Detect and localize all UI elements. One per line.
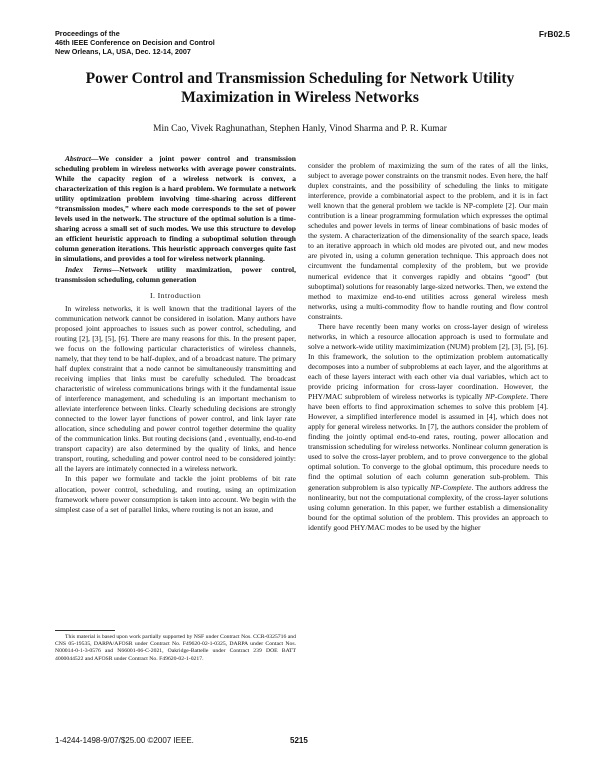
section-heading-introduction: I. Introduction xyxy=(149,290,202,300)
np-complete-term-1: NP-Complete xyxy=(485,392,527,402)
paper-title-line-1: Power Control and Transmission Scheduling for Network Utility xyxy=(85,70,515,87)
funding-footnote-text: This material is based upon work partially supported by NSF under Contract Nos. CCR-0325716 and CNS 05-19535, DARPA/AFOSR under Contract No. F49620-02-1-0325, DARPA under Contact Nos. N00014-0-1-3-0576 and N66001-06-C-2021, Oakridge-Battelle under Contract 239 DOE BATT 4000044522 and AFOSR under Contract No. F49620-02-1-0217. xyxy=(55,634,296,662)
abstract xyxy=(55,154,296,265)
right-paragraph-2-part-a: There have recently been many works on cross-layer design of wireless networks, in which a resource allocation approach is used to formulate and solve a network-wide utility maximimization (NUM) problem [2], [3], [5], [6]. In this framework, the solution to the optimization problem automatically decomposes into a number of subproblems at each layer, and the algorithms at each of these layers interact with each other via dual variables, which act to provide pricing information for cross-layer coordination. However, the PHY/MAC subproblem of wireless networks is typically xyxy=(308,321,548,402)
index-terms xyxy=(55,265,296,285)
paper-title-line-2: Maximization in Wireless Networks xyxy=(181,89,419,106)
right-paragraph-2 xyxy=(308,322,548,533)
intro-paragraph-1: In wireless networks, it is well known that the traditional layers of the communication network cannot be considered in isolation. Many authors have proposed joint approaches to issues such as power control, scheduling, and routing [2], [3], [5], [6]. There are many reasons for this. In the present paper, we focus on the following particular characteristics of wireless channels, namely, that they tend to be half-duplex, and of a broadcast nature. The primary half duplex constraint that a node cannot be simultaneously transmitting and receiving implies that links must be carefully scheduled. The broadcast characteristic of wireless communications brings with it the fundamental issue of interference management, and scheduling is an important mechanism to alleviate interference between links. Clearly scheduling decisions are strongly connected to the lower layer functions of power control, and link layer rate allocation, since scheduling and power control together determine the quality of the communication links. But routing decisions (and , eventually, end-to-end transport capacity) are also determined by the quality of links, and hence transport, routing, scheduling and power control need to be considered jointly: all the layers are intimately connected in a wireless network. xyxy=(55,303,296,474)
footnote-divider xyxy=(55,630,115,631)
right-paragraph-2-part-b: . There have been efforts to find approximation schemes to solve this problem [4]. However, a simplified interference model is assumed in [4], which does not apply for general wireless networks. In [7], the authors consider the problem of finding the jointly optimal end-to-end rates, routing, power allocation and transmission scheduling for wireless networks. Nonlinear column generation is used to solve the cross-layer problem, and to prove convergence to the global optimal solution. To converge to the global optimum, this procedure needs to find the optimal solution of each column generation sub-problem. This generation subproblem is also typically xyxy=(308,392,549,492)
abstract-label: Abstract xyxy=(65,154,91,163)
abstract-text: —We consider a joint power control and transmission scheduling problem in wireless networks with average power constraints. While the capacity region of a wireless network is convex, a characterization of this region is a hard problem. We formulate a network utility optimization problem involving time-sharing across different “transmission modes,” where each mode corresponds to the set of power levels used in the network. The structure of the optimal solution is a time-sharing across a small set of such modes. We use this structure to develop an efficient heuristic approach to finding a suboptimal solution through column generation iterations. This heuristic approach converges quite fast in simulations, and provides a tool for wireless network planning. xyxy=(55,154,296,264)
index-terms-label: Index Terms xyxy=(65,264,112,274)
right-column xyxy=(308,161,548,533)
paper-title xyxy=(40,69,560,107)
proceedings-line-3: New Orleans, LA, USA, Dec. 12-14, 2007 xyxy=(55,47,191,57)
intro-paragraph-2: In this paper we formulate and tackle the joint problems of bit rate allocation, power control, scheduling, and routing, using an optimization framework where power consumption is taken into account. We begin with the simplest case of a set of parallel links, where routing is not an issue, and xyxy=(55,474,296,514)
right-paragraph-2-part-c: . The authors address the nonlinearity, but not the computational complexity, of the cross-layer solutions using column generation. In this paper, we further establish a dimensionality bound for the optimal solution of the problem. This provides an approach to identify good PHY/MAC modes to be used by the higher xyxy=(308,482,548,532)
right-paragraph-1: consider the problem of maximizing the sum of the rates of all the links, subject to average power constraints on the transmit nodes. Even here, the half duplex constraints, and the possibility of scheduling the links to mitigate interference, provide a combinatorial aspect to the problem, and it is in fact well known that the general problem we tackle is NP-complete [2]. Our main contribution is a linear programming formulation which expresses the optimal schedules and power levels in terms of linear combinations of basic modes of the system. A characterization of the dimensionality of the search space, leads to an iterative approach in which old modes are pivoted out, and new modes are pivoted in, using a column generation technique. This approach does not circumvent the fundamental complexity of the problem, but we provide numerical evidence that it converges rapidly and obtains “good” (but suboptimal) solutions for reasonably large-sized networks. Then, we extend the method to maximize end-to-end utilities across general wireless mesh networks, using a multi-commodity flow to handle routing and flow control constraints. xyxy=(308,161,548,321)
session-code: FrB02.5 xyxy=(538,29,570,39)
np-complete-term-2: NP-Complete xyxy=(430,482,472,492)
proceedings-header xyxy=(55,29,215,57)
index-terms-text: —Network utility maximization, power control, transmission scheduling, column generation xyxy=(55,264,296,284)
page-number: 5215 xyxy=(290,736,308,745)
proceedings-line-2: 46th IEEE Conference on Decision and Control xyxy=(55,38,215,48)
proceedings-line-1: Proceedings of the xyxy=(55,29,120,38)
left-column xyxy=(55,154,296,515)
copyright-isbn: 1-4244-1498-9/07/$25.00 ©2007 IEEE. xyxy=(55,736,194,745)
funding-footnote xyxy=(55,634,296,663)
author-list: Min Cao, Vivek Raghunathan, Stephen Hanly, Vinod Sharma and P. R. Kumar xyxy=(153,124,447,134)
